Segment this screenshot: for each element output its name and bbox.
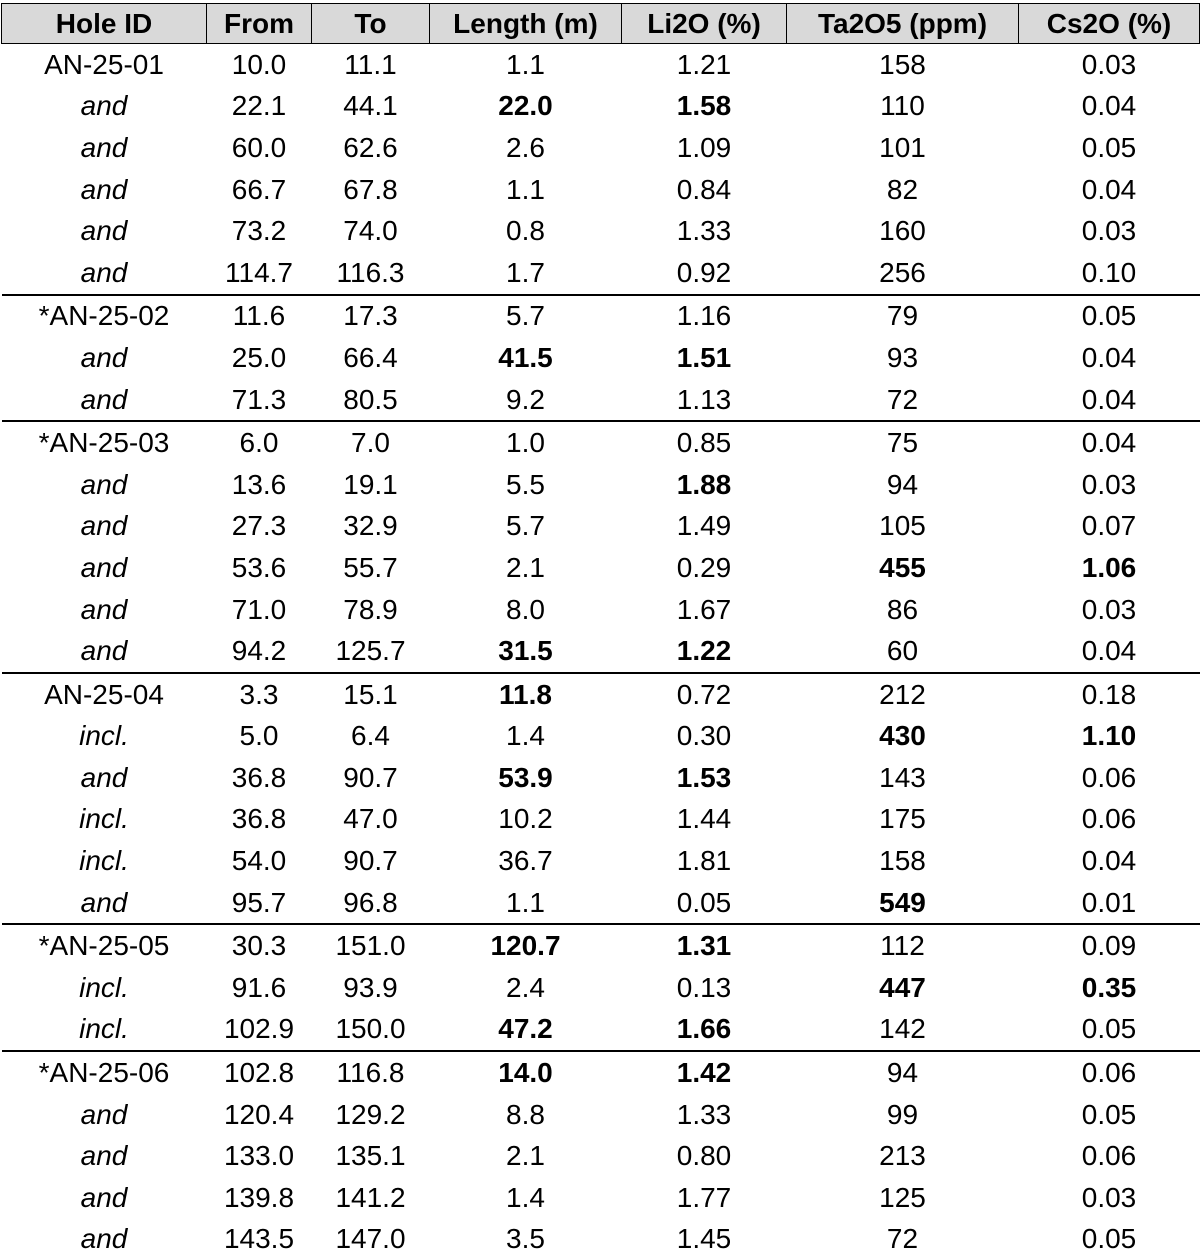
cell-length: 8.8	[430, 1094, 622, 1136]
cell-li2o: 0.05	[622, 882, 787, 925]
cell-ta2o5: 143	[787, 757, 1019, 799]
cell-cs2o: 0.04	[1019, 169, 1200, 211]
cell-li2o: 0.13	[622, 967, 787, 1009]
cell-cs2o: 0.05	[1019, 1094, 1200, 1136]
cell-length: 5.7	[430, 506, 622, 548]
cell-to: 32.9	[312, 506, 430, 548]
cell-length: 31.5	[430, 630, 622, 673]
cell-li2o: 1.13	[622, 379, 787, 422]
cell-ta2o5: 142	[787, 1009, 1019, 1052]
cell-cs2o: 0.04	[1019, 86, 1200, 128]
cell-length: 11.8	[430, 673, 622, 716]
cell-to: 151.0	[312, 924, 430, 967]
cell-hole-id: and	[2, 1177, 207, 1219]
cell-to: 141.2	[312, 1177, 430, 1219]
cell-length: 8.0	[430, 589, 622, 631]
cell-ta2o5: 79	[787, 295, 1019, 338]
cell-ta2o5: 256	[787, 252, 1019, 295]
cell-ta2o5: 125	[787, 1177, 1019, 1219]
cell-li2o: 1.44	[622, 799, 787, 841]
cell-cs2o: 0.04	[1019, 840, 1200, 882]
table-header	[2, 4, 1200, 44]
cell-length: 2.4	[430, 967, 622, 1009]
cell-ta2o5: 549	[787, 882, 1019, 925]
cell-cs2o: 0.03	[1019, 44, 1200, 86]
cell-hole-id: *AN-25-06	[2, 1051, 207, 1094]
cell-length: 2.6	[430, 127, 622, 169]
cell-hole-id: and	[2, 127, 207, 169]
cell-li2o: 1.77	[622, 1177, 787, 1219]
cell-from: 95.7	[207, 882, 312, 925]
cell-li2o: 1.21	[622, 44, 787, 86]
cell-cs2o: 0.04	[1019, 630, 1200, 673]
cell-hole-id: and	[2, 630, 207, 673]
header-li2o: Li2O (%)	[622, 4, 787, 44]
cell-length: 14.0	[430, 1051, 622, 1094]
cell-li2o: 0.85	[622, 421, 787, 464]
cell-li2o: 1.45	[622, 1219, 787, 1260]
cell-hole-id: and	[2, 589, 207, 631]
cell-from: 66.7	[207, 169, 312, 211]
cell-li2o: 1.53	[622, 757, 787, 799]
cell-li2o: 0.29	[622, 547, 787, 589]
cell-length: 22.0	[430, 86, 622, 128]
cell-from: 3.3	[207, 673, 312, 716]
cell-hole-id: and	[2, 169, 207, 211]
cell-hole-id: and	[2, 337, 207, 379]
cell-to: 47.0	[312, 799, 430, 841]
cell-li2o: 0.72	[622, 673, 787, 716]
cell-from: 102.8	[207, 1051, 312, 1094]
cell-length: 10.2	[430, 799, 622, 841]
table-row	[2, 967, 1200, 1009]
cell-to: 6.4	[312, 716, 430, 758]
cell-cs2o: 0.03	[1019, 1177, 1200, 1219]
cell-from: 36.8	[207, 757, 312, 799]
drill-results-table	[1, 3, 1200, 1260]
cell-from: 71.0	[207, 589, 312, 631]
cell-li2o: 1.42	[622, 1051, 787, 1094]
cell-li2o: 1.49	[622, 506, 787, 548]
cell-li2o: 1.66	[622, 1009, 787, 1052]
cell-from: 60.0	[207, 127, 312, 169]
cell-hole-id: incl.	[2, 967, 207, 1009]
cell-from: 54.0	[207, 840, 312, 882]
cell-to: 135.1	[312, 1135, 430, 1177]
cell-to: 67.8	[312, 169, 430, 211]
cell-cs2o: 0.06	[1019, 799, 1200, 841]
cell-hole-id: incl.	[2, 799, 207, 841]
cell-to: 11.1	[312, 44, 430, 86]
cell-li2o: 1.31	[622, 924, 787, 967]
cell-li2o: 0.80	[622, 1135, 787, 1177]
cell-length: 53.9	[430, 757, 622, 799]
cell-ta2o5: 94	[787, 1051, 1019, 1094]
cell-from: 30.3	[207, 924, 312, 967]
cell-from: 133.0	[207, 1135, 312, 1177]
cell-ta2o5: 99	[787, 1094, 1019, 1136]
cell-from: 13.6	[207, 464, 312, 506]
table-row	[2, 1094, 1200, 1136]
cell-length: 5.7	[430, 295, 622, 338]
cell-from: 102.9	[207, 1009, 312, 1052]
cell-li2o: 0.30	[622, 716, 787, 758]
cell-to: 19.1	[312, 464, 430, 506]
header-to: To	[312, 4, 430, 44]
cell-length: 1.4	[430, 1177, 622, 1219]
cell-cs2o: 0.03	[1019, 464, 1200, 506]
cell-length: 1.7	[430, 252, 622, 295]
cell-from: 5.0	[207, 716, 312, 758]
cell-hole-id: and	[2, 464, 207, 506]
cell-hole-id: AN-25-01	[2, 44, 207, 86]
cell-to: 66.4	[312, 337, 430, 379]
cell-to: 17.3	[312, 295, 430, 338]
table-row	[2, 547, 1200, 589]
cell-from: 10.0	[207, 44, 312, 86]
table-row	[2, 716, 1200, 758]
table-row	[2, 1009, 1200, 1052]
cell-length: 36.7	[430, 840, 622, 882]
cell-ta2o5: 430	[787, 716, 1019, 758]
cell-hole-id: *AN-25-03	[2, 421, 207, 464]
cell-li2o: 1.88	[622, 464, 787, 506]
cell-ta2o5: 158	[787, 44, 1019, 86]
cell-to: 150.0	[312, 1009, 430, 1052]
table-row	[2, 210, 1200, 252]
cell-length: 2.1	[430, 1135, 622, 1177]
table-row	[2, 1051, 1200, 1094]
cell-ta2o5: 82	[787, 169, 1019, 211]
cell-from: 139.8	[207, 1177, 312, 1219]
cell-to: 78.9	[312, 589, 430, 631]
cell-length: 120.7	[430, 924, 622, 967]
cell-cs2o: 0.09	[1019, 924, 1200, 967]
cell-to: 129.2	[312, 1094, 430, 1136]
cell-cs2o: 0.01	[1019, 882, 1200, 925]
table-row	[2, 589, 1200, 631]
cell-length: 9.2	[430, 379, 622, 422]
cell-li2o: 1.67	[622, 589, 787, 631]
cell-ta2o5: 158	[787, 840, 1019, 882]
cell-hole-id: AN-25-04	[2, 673, 207, 716]
cell-cs2o: 0.04	[1019, 421, 1200, 464]
table-row	[2, 1219, 1200, 1260]
cell-hole-id: and	[2, 379, 207, 422]
cell-cs2o: 0.05	[1019, 1009, 1200, 1052]
cell-to: 116.8	[312, 1051, 430, 1094]
table-row	[2, 1177, 1200, 1219]
cell-ta2o5: 72	[787, 1219, 1019, 1260]
table-row	[2, 924, 1200, 967]
cell-length: 1.1	[430, 882, 622, 925]
table-row	[2, 337, 1200, 379]
cell-hole-id: and	[2, 86, 207, 128]
cell-to: 90.7	[312, 757, 430, 799]
cell-ta2o5: 112	[787, 924, 1019, 967]
cell-cs2o: 0.04	[1019, 337, 1200, 379]
table-row	[2, 252, 1200, 295]
cell-li2o: 1.51	[622, 337, 787, 379]
cell-ta2o5: 94	[787, 464, 1019, 506]
cell-cs2o: 0.04	[1019, 379, 1200, 422]
cell-hole-id: and	[2, 1135, 207, 1177]
cell-hole-id: incl.	[2, 716, 207, 758]
cell-length: 1.1	[430, 169, 622, 211]
cell-li2o: 1.22	[622, 630, 787, 673]
cell-to: 116.3	[312, 252, 430, 295]
cell-from: 6.0	[207, 421, 312, 464]
cell-cs2o: 0.05	[1019, 295, 1200, 338]
cell-to: 125.7	[312, 630, 430, 673]
table-row	[2, 295, 1200, 338]
cell-cs2o: 1.06	[1019, 547, 1200, 589]
cell-cs2o: 0.06	[1019, 1135, 1200, 1177]
table-row	[2, 127, 1200, 169]
header-row	[2, 4, 1200, 44]
cell-ta2o5: 213	[787, 1135, 1019, 1177]
cell-to: 90.7	[312, 840, 430, 882]
cell-hole-id: and	[2, 506, 207, 548]
cell-ta2o5: 160	[787, 210, 1019, 252]
cell-ta2o5: 175	[787, 799, 1019, 841]
cell-cs2o: 0.05	[1019, 1219, 1200, 1260]
cell-ta2o5: 110	[787, 86, 1019, 128]
cell-to: 147.0	[312, 1219, 430, 1260]
cell-cs2o: 0.06	[1019, 757, 1200, 799]
cell-hole-id: and	[2, 1094, 207, 1136]
cell-length: 1.0	[430, 421, 622, 464]
cell-li2o: 1.09	[622, 127, 787, 169]
cell-to: 93.9	[312, 967, 430, 1009]
cell-hole-id: incl.	[2, 840, 207, 882]
table-row	[2, 630, 1200, 673]
table-row	[2, 379, 1200, 422]
table-row	[2, 86, 1200, 128]
table-row	[2, 169, 1200, 211]
cell-to: 55.7	[312, 547, 430, 589]
cell-from: 36.8	[207, 799, 312, 841]
cell-ta2o5: 72	[787, 379, 1019, 422]
cell-hole-id: and	[2, 757, 207, 799]
cell-from: 11.6	[207, 295, 312, 338]
cell-cs2o: 0.18	[1019, 673, 1200, 716]
cell-hole-id: and	[2, 210, 207, 252]
cell-li2o: 0.92	[622, 252, 787, 295]
cell-hole-id: *AN-25-05	[2, 924, 207, 967]
header-cs2o: Cs2O (%)	[1019, 4, 1200, 44]
cell-cs2o: 0.35	[1019, 967, 1200, 1009]
cell-to: 7.0	[312, 421, 430, 464]
cell-length: 2.1	[430, 547, 622, 589]
cell-cs2o: 0.03	[1019, 210, 1200, 252]
header-ta2o5: Ta2O5 (ppm)	[787, 4, 1019, 44]
cell-length: 1.4	[430, 716, 622, 758]
cell-from: 53.6	[207, 547, 312, 589]
cell-to: 62.6	[312, 127, 430, 169]
cell-cs2o: 0.05	[1019, 127, 1200, 169]
cell-to: 15.1	[312, 673, 430, 716]
table-row	[2, 44, 1200, 86]
table-row	[2, 506, 1200, 548]
cell-to: 74.0	[312, 210, 430, 252]
cell-ta2o5: 75	[787, 421, 1019, 464]
cell-li2o: 0.84	[622, 169, 787, 211]
table-body	[2, 44, 1200, 1260]
cell-hole-id: incl.	[2, 1009, 207, 1052]
cell-ta2o5: 93	[787, 337, 1019, 379]
cell-length: 47.2	[430, 1009, 622, 1052]
cell-li2o: 1.16	[622, 295, 787, 338]
table-row	[2, 840, 1200, 882]
cell-ta2o5: 455	[787, 547, 1019, 589]
cell-li2o: 1.58	[622, 86, 787, 128]
cell-ta2o5: 105	[787, 506, 1019, 548]
table-row	[2, 464, 1200, 506]
cell-from: 71.3	[207, 379, 312, 422]
cell-cs2o: 0.07	[1019, 506, 1200, 548]
table-row	[2, 882, 1200, 925]
table-row	[2, 799, 1200, 841]
cell-length: 1.1	[430, 44, 622, 86]
table-row	[2, 1135, 1200, 1177]
header-hole-id: Hole ID	[2, 4, 207, 44]
cell-cs2o: 1.10	[1019, 716, 1200, 758]
cell-from: 143.5	[207, 1219, 312, 1260]
cell-from: 91.6	[207, 967, 312, 1009]
header-from: From	[207, 4, 312, 44]
cell-li2o: 1.33	[622, 1094, 787, 1136]
cell-hole-id: and	[2, 547, 207, 589]
table-row	[2, 757, 1200, 799]
cell-length: 5.5	[430, 464, 622, 506]
cell-ta2o5: 86	[787, 589, 1019, 631]
cell-to: 96.8	[312, 882, 430, 925]
cell-to: 44.1	[312, 86, 430, 128]
table-row	[2, 421, 1200, 464]
cell-hole-id: and	[2, 1219, 207, 1260]
cell-length: 41.5	[430, 337, 622, 379]
cell-from: 27.3	[207, 506, 312, 548]
cell-li2o: 1.81	[622, 840, 787, 882]
cell-ta2o5: 212	[787, 673, 1019, 716]
cell-from: 94.2	[207, 630, 312, 673]
cell-from: 114.7	[207, 252, 312, 295]
cell-cs2o: 0.03	[1019, 589, 1200, 631]
cell-li2o: 1.33	[622, 210, 787, 252]
cell-length: 0.8	[430, 210, 622, 252]
cell-cs2o: 0.10	[1019, 252, 1200, 295]
cell-hole-id: and	[2, 252, 207, 295]
cell-from: 25.0	[207, 337, 312, 379]
cell-to: 80.5	[312, 379, 430, 422]
cell-hole-id: and	[2, 882, 207, 925]
cell-from: 120.4	[207, 1094, 312, 1136]
header-length: Length (m)	[430, 4, 622, 44]
cell-from: 73.2	[207, 210, 312, 252]
cell-cs2o: 0.06	[1019, 1051, 1200, 1094]
cell-hole-id: *AN-25-02	[2, 295, 207, 338]
cell-ta2o5: 101	[787, 127, 1019, 169]
cell-length: 3.5	[430, 1219, 622, 1260]
table-row	[2, 673, 1200, 716]
cell-ta2o5: 447	[787, 967, 1019, 1009]
cell-ta2o5: 60	[787, 630, 1019, 673]
cell-from: 22.1	[207, 86, 312, 128]
